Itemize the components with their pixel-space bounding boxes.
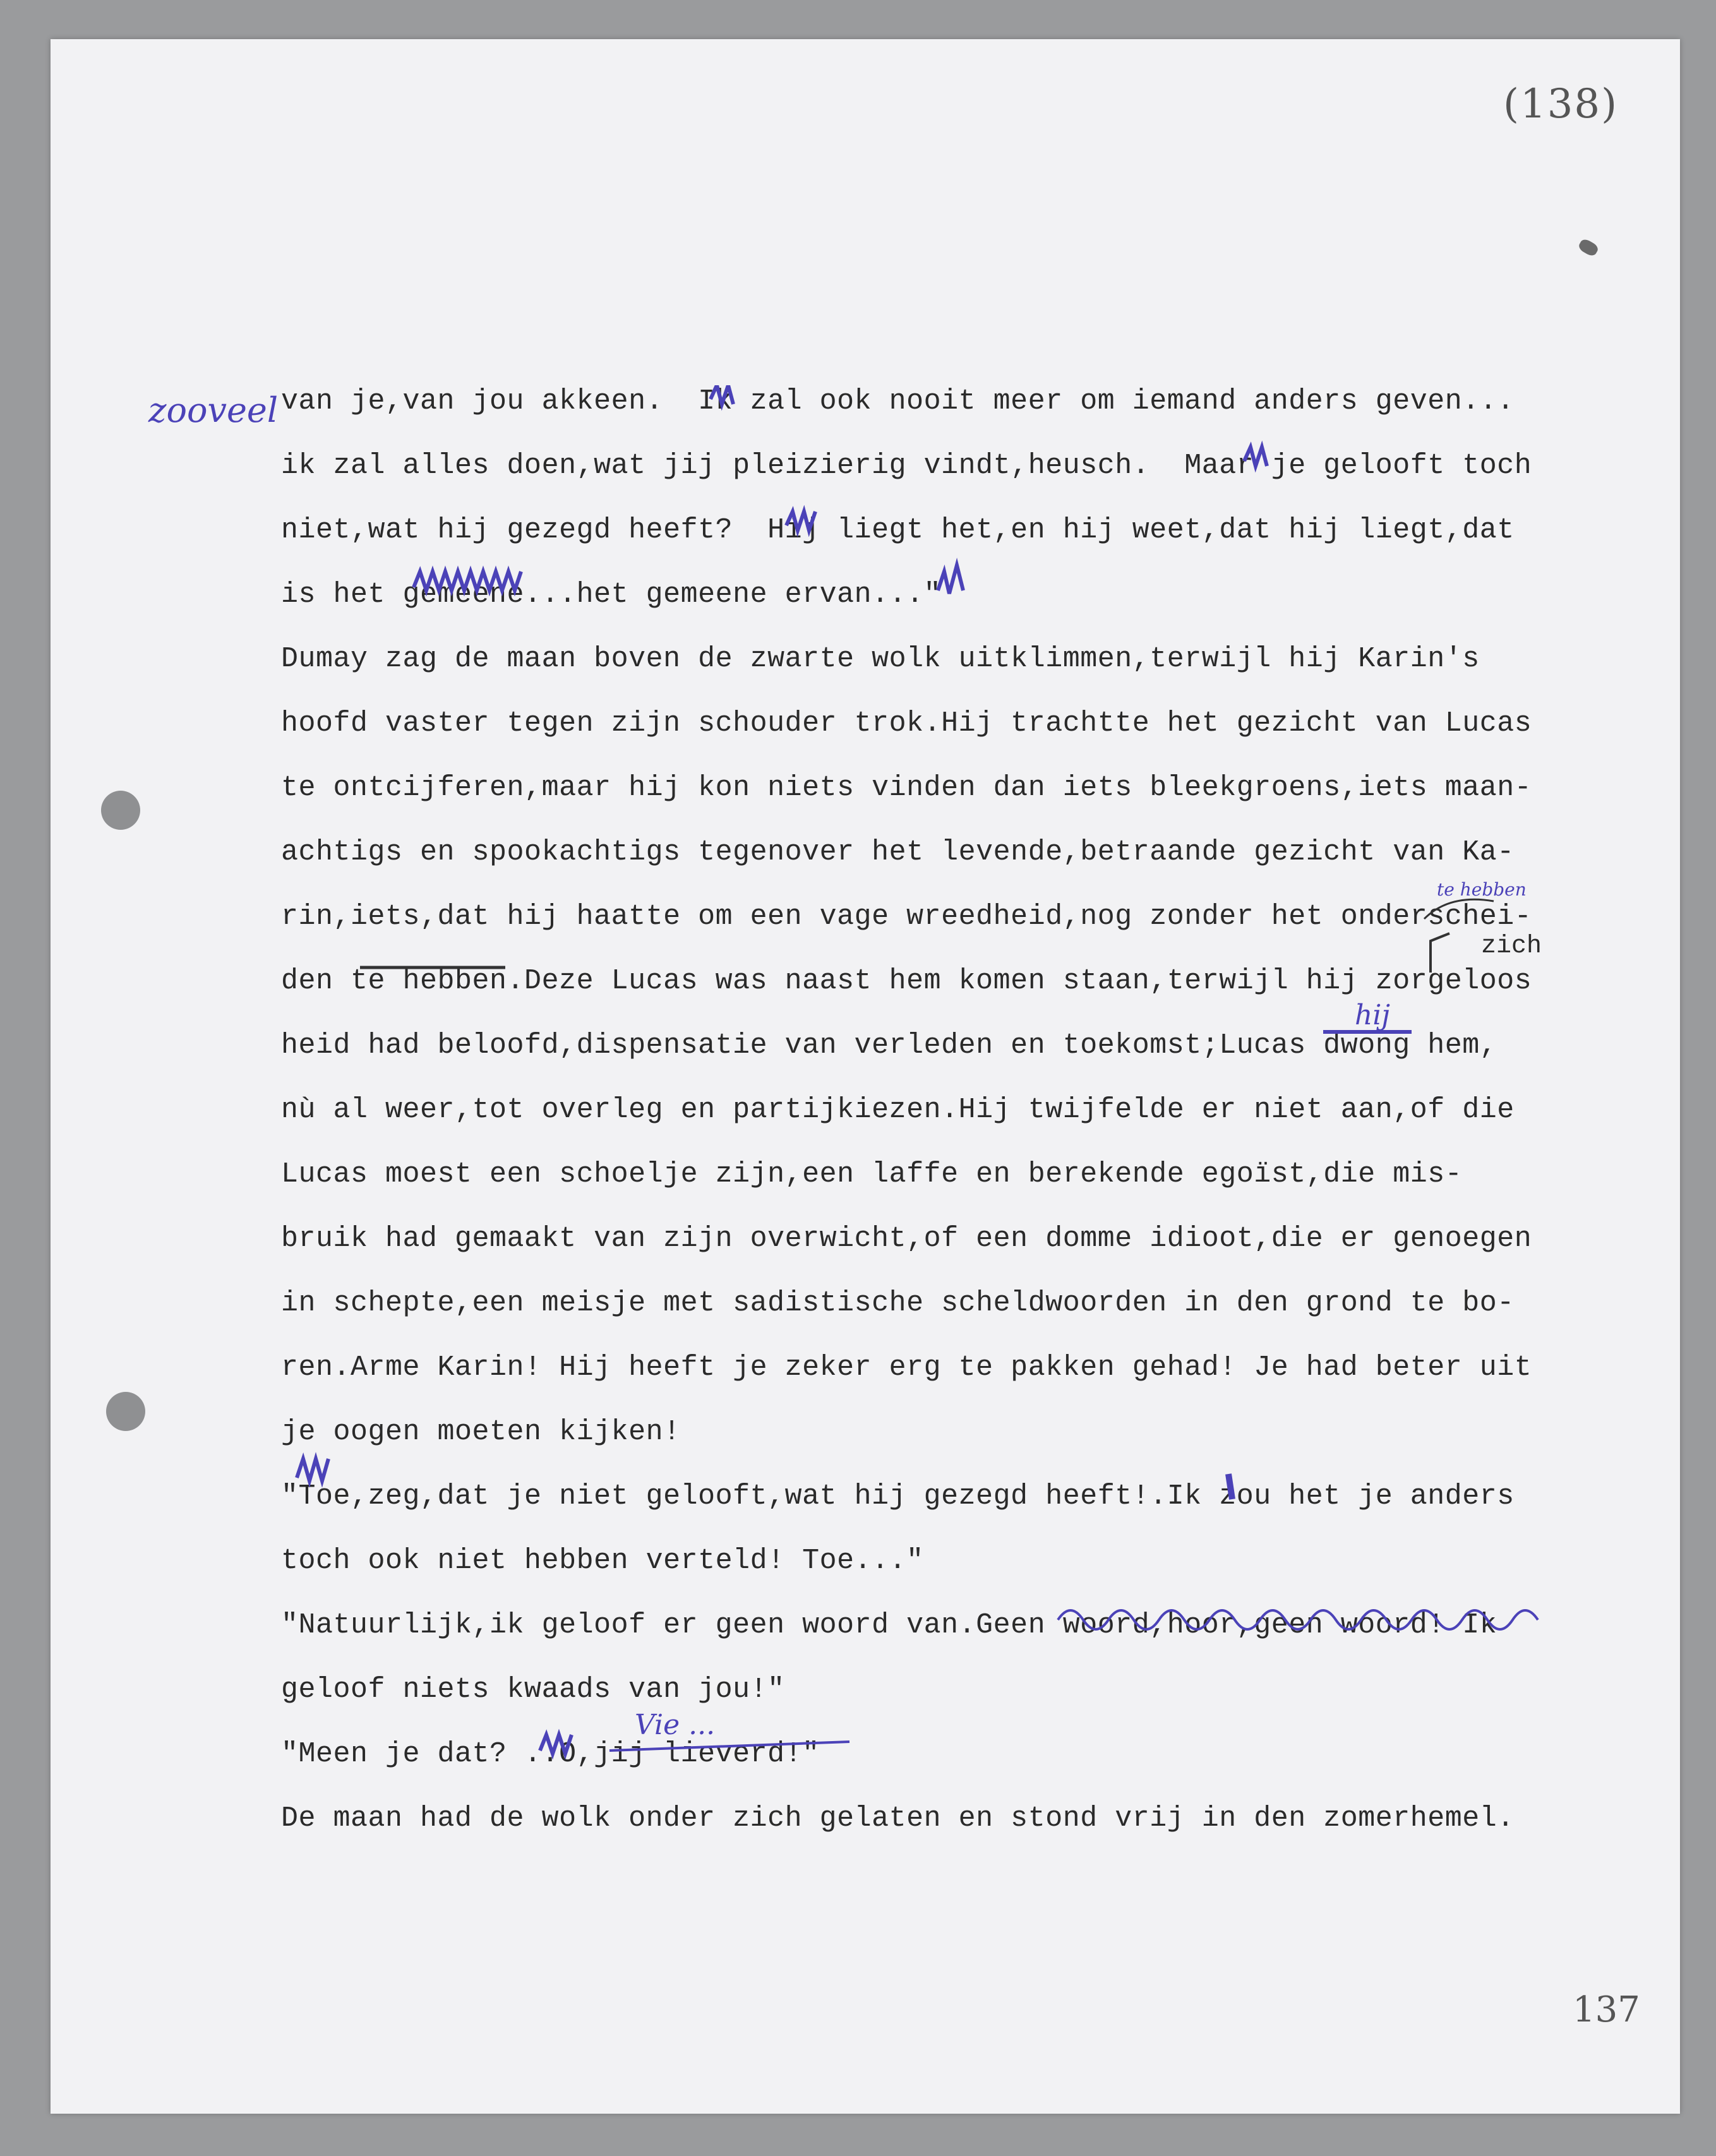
punch-hole-top	[101, 791, 140, 830]
text-line: De maan had de wolk onder zich gelaten en stond vrij in den zomerhemel.	[281, 1802, 1515, 1835]
text-line: je oogen moeten kijken!	[281, 1416, 681, 1448]
text-line: Dumay zag de maan boven de zwarte wolk uitklimmen,terwijl hij Karin's	[281, 643, 1480, 675]
text-line: heid had beloofd,dispensatie van verleden en toekomst;Lucas dwong hem,	[281, 1029, 1497, 1062]
page-number-top: (138)	[1503, 81, 1619, 128]
text-line: te ontcijferen,maar hij kon niets vinden dan iets bleekgroens,iets maan-	[281, 772, 1532, 804]
text-line: achtigs en spookachtigs tegenover het levende,betraande gezicht van Ka-	[281, 836, 1515, 868]
annotation-zich: zich	[1481, 932, 1542, 961]
annotation-hij: hij	[1355, 999, 1391, 1031]
margin-note: zooveel	[148, 390, 279, 430]
scribble-mark	[786, 512, 815, 530]
text-line: nù al weer,tot overleg en partijkiezen.Hij twijfelde er niet aan,of die	[281, 1094, 1515, 1126]
insertion-bracket	[1431, 933, 1449, 973]
annotation-te-hebben: te hebben	[1437, 879, 1527, 900]
annotation-vie: Vie ...	[635, 1709, 716, 1741]
scribble-strike	[414, 572, 521, 590]
wavy-strike	[1058, 1610, 1538, 1629]
text-line: Lucas moest een schoelje zijn,een laffe en berekende egoïst,die mis-	[281, 1158, 1463, 1190]
text-line: "Meen je dat? ..O,jij lieverd!"	[281, 1738, 820, 1770]
text-line: hoofd vaster tegen zijn schouder trok.Hij trachtte het gezicht van Lucas	[281, 707, 1532, 740]
page-number-bottom: 137	[1573, 1989, 1640, 2030]
text-line: bruik had gemaakt van zijn overwicht,of een domme idioot,die er genoegen	[281, 1223, 1532, 1255]
text-line: "Toe,zeg,dat je niet gelooft,wat hij gezegd heeft!.Ik zou het je anders	[281, 1480, 1515, 1512]
text-line: toch ook niet hebben verteld! Toe..."	[281, 1545, 924, 1577]
scribble-mark	[1228, 1474, 1232, 1499]
ink-spot	[1577, 237, 1600, 258]
text-line: ik zal alles doen,wat jij pleizierig vindt,heusch. Maar je gelooft toch	[281, 450, 1532, 482]
scribble-mark	[540, 1735, 572, 1754]
text-line: in schepte,een meisje met sadistische scheldwoorden in den grond te bo-	[281, 1287, 1515, 1319]
insertion-arc	[1424, 899, 1494, 919]
punch-hole-bottom	[106, 1392, 145, 1431]
ink-correction-marks	[297, 385, 1538, 1754]
scribble-mark	[938, 565, 963, 594]
text-line: ren.Arme Karin! Hij heeft je zeker erg te pakken gehad! Je had beter uit	[281, 1351, 1532, 1384]
strike-line	[609, 1742, 849, 1751]
scribble-overlays	[281, 385, 1671, 1850]
text-line: van je,van jou akkeen. Ik zal ook nooit meer om iemand anders geven...	[281, 385, 1515, 417]
scribble-mark	[711, 385, 733, 404]
text-line: den te hebben.Deze Lucas was naast hem komen staan,terwijl hij zorgeloos	[281, 965, 1532, 997]
text-line: geloof niets kwaads van jou!"	[281, 1674, 785, 1706]
text-line: is het gemeene...het gemeene ervan..."	[281, 578, 942, 611]
text-line: rin,iets,dat hij haatte om een vage wreedheid,nog zonder het onderschei-	[281, 901, 1532, 933]
text-line: "Natuurlijk,ik geloof er geen woord van.Geen woord,hoor,geen woord! Ik	[281, 1609, 1497, 1641]
scribble-mark	[297, 1459, 328, 1481]
scribble-mark	[1244, 447, 1267, 466]
text-line: niet,wat hij gezegd heeft? Hij liegt het,en hij weet,dat hij liegt,dat	[281, 514, 1515, 546]
